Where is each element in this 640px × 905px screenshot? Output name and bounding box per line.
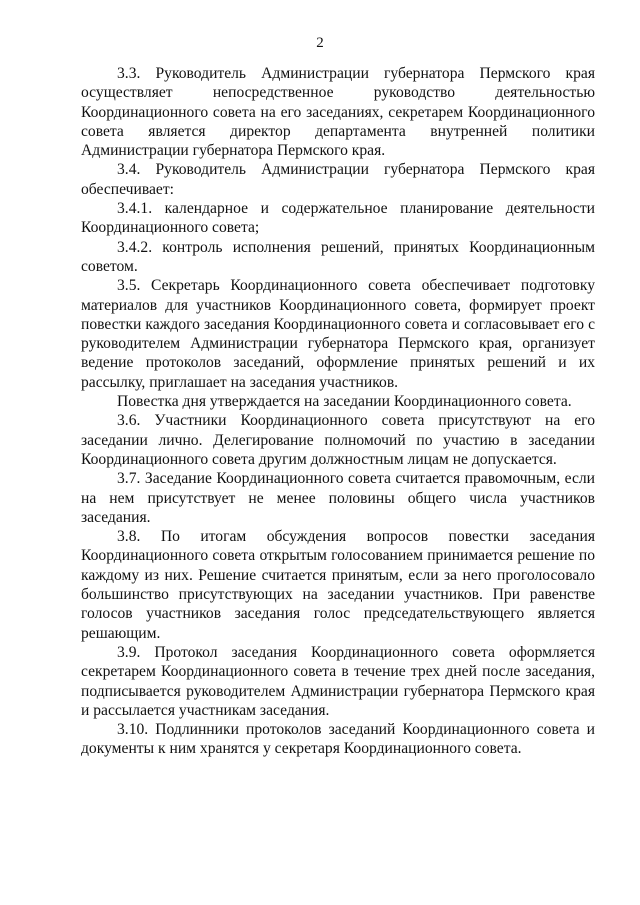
paragraph-3-5: 3.5. Секретарь Координационного совета обеспечивает подготовку материалов для участников Координационного совета, формирует проект повестки каждого заседания Координационного совета и согласовывает его с руководителем Администрации губернатора Пермского края, организует ведение протоколов заседаний, оформление принятых решений и их рассылку, приглашает на заседания участников.	[81, 277, 595, 391]
paragraph-3-10: 3.10. Подлинники протоколов заседаний Координационного совета и документы к ним хранятся у секретаря Координационного совета.	[81, 721, 595, 758]
paragraph-3-4: 3.4. Руководитель Администрации губернатора Пермского края обеспечивает:	[81, 161, 595, 198]
paragraph-3-7: 3.7. Заседание Координационного совета считается правомочным, если на нем присутствует не менее половины общего числа участников заседания.	[81, 470, 595, 526]
paragraph-3-3: 3.3. Руководитель Администрации губернатора Пермского края осуществляет непосредственное руководство деятельностью Координационного совета на его заседаниях, секретарем Координационного совета является директор департамента внутренней политики Администрации губернатора Пермского края.	[81, 65, 595, 160]
paragraph-3-4-1: 3.4.1. календарное и содержательное планирование деятельности Координационного совета;	[81, 200, 595, 237]
paragraph-3-8: 3.8. По итогам обсуждения вопросов повестки заседания Координационного совета открытым голосованием принимается решение по каждому из них. Решение считается принятым, если за него проголосовало большинство присутствующих на заседании участников. При равенстве голосов участников заседания голос председательствующего является решающим.	[81, 528, 595, 642]
paragraph-3-6: 3.6. Участники Координационного совета присутствуют на его заседании лично. Делегирование полномочий по участию в заседании Координационного совета другим должностным лицам не допускается.	[81, 412, 595, 468]
page-number: 2	[316, 35, 324, 51]
document-body	[81, 64, 595, 759]
paragraph-3-9: 3.9. Протокол заседания Координационного совета оформляется секретарем Координационного совета в течение трех дней после заседания, подписывается руководителем Администрации губернатора Пермского края и рассылается участникам заседания.	[81, 643, 595, 719]
paragraph-3-4-2: 3.4.2. контроль исполнения решений, принятых Координационным советом.	[81, 238, 595, 275]
paragraph-agenda: Повестка дня утверждается на заседании Координационного совета.	[117, 393, 572, 411]
